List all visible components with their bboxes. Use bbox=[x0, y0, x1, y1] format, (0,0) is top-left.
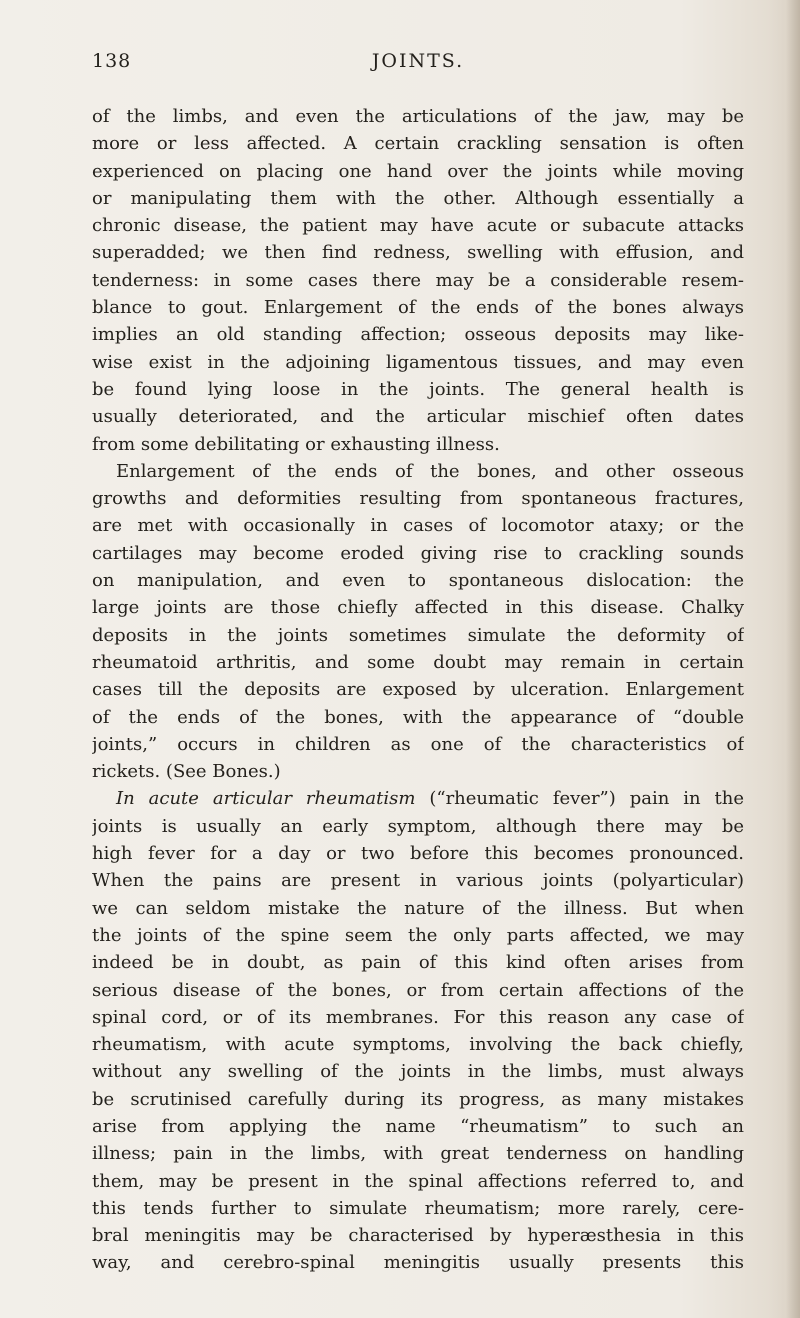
text-line: arise from applying the name “rheumatism” to such an bbox=[92, 1115, 744, 1137]
text-line: are met with occasionally in cases of locomotor ataxy; or the bbox=[92, 515, 744, 537]
text-line: the joints of the spine seem the only parts affected, we may bbox=[92, 924, 744, 946]
italic-phrase: In acute articular rheumatism bbox=[116, 788, 416, 810]
text-line: rheumatoid arthritis, and some doubt may remain in certain bbox=[92, 651, 744, 673]
page-header bbox=[92, 50, 744, 80]
text-line: serious disease of the bones, or from certain affections of the bbox=[92, 979, 744, 1001]
text-line: implies an old standing affection; osseous deposits may like- bbox=[92, 324, 744, 346]
text-line: way, and cerebro-spinal meningitis usually presents this bbox=[92, 1252, 744, 1274]
text-line: of the limbs, and even the articulations of the jaw, may be bbox=[92, 106, 744, 127]
text-line: be scrutinised carefully during its progress, as many mistakes bbox=[92, 1088, 744, 1110]
text-line: them, may be present in the spinal affections referred to, and bbox=[92, 1170, 744, 1192]
text-line: experienced on placing one hand over the joints while moving bbox=[92, 160, 744, 182]
text-line: of the ends of the bones, with the appearance of “double bbox=[92, 706, 744, 728]
text-line: wise exist in the adjoining ligamentous tissues, and may even bbox=[92, 351, 744, 373]
text-line: rickets. (See Bones.) bbox=[92, 761, 281, 783]
text-line: rheumatism, with acute symptoms, involving the back chiefly, bbox=[92, 1034, 744, 1056]
page-number: 138 bbox=[92, 50, 132, 72]
text-line: deposits in the joints sometimes simulate the deformity of bbox=[92, 624, 744, 646]
text-line: be found lying loose in the joints. The general health is bbox=[92, 378, 744, 400]
text-line: Enlargement of the ends of the bones, and other osseous bbox=[116, 460, 744, 482]
text-line: this tends further to simulate rheumatism; more rarely, cere- bbox=[92, 1197, 744, 1219]
text-line: cases till the deposits are exposed by ulceration. Enlargement bbox=[92, 679, 744, 701]
text-line: from some debilitating or exhausting illness. bbox=[92, 433, 500, 455]
text-line: without any swelling of the joints in the limbs, must always bbox=[92, 1061, 744, 1083]
text-line: superadded; we then find redness, swelling with effusion, and bbox=[92, 242, 744, 264]
text-line-mixed bbox=[92, 785, 744, 812]
text-line: on manipulation, and even to spontaneous dislocation: the bbox=[92, 570, 744, 592]
text-line: we can seldom mistake the nature of the illness. But when bbox=[92, 897, 744, 919]
text-line: large joints are those chiefly affected in this disease. Chalky bbox=[92, 597, 744, 619]
line-continuation: (“rheumatic fever”) pain in the bbox=[415, 788, 744, 810]
text-line: When the pains are present in various joints (polyarticular) bbox=[92, 870, 744, 892]
text-line: growths and deformities resulting from spontaneous fractures, bbox=[92, 488, 744, 510]
text-line: high fever for a day or two before this becomes pronounced. bbox=[92, 843, 744, 865]
running-head: JOINTS. bbox=[371, 50, 465, 72]
text-line: chronic disease, the patient may have acute or subacute attacks bbox=[92, 215, 744, 237]
text-line: or manipulating them with the other. Although essentially a bbox=[92, 187, 744, 209]
text-line: cartilages may become eroded giving rise to crackling sounds bbox=[92, 542, 744, 564]
text-line: illness; pain in the limbs, with great tenderness on handling bbox=[92, 1143, 744, 1165]
text-line: joints is usually an early symptom, although there may be bbox=[92, 815, 744, 837]
text-line: tenderness: in some cases there may be a considerable resem- bbox=[92, 269, 744, 291]
body-text bbox=[92, 103, 744, 1277]
page-edge-shadow bbox=[786, 0, 800, 1318]
text-line: spinal cord, or of its membranes. For this reason any case of bbox=[92, 1006, 744, 1028]
text-line: bral meningitis may be characterised by hyperæsthesia in this bbox=[92, 1225, 744, 1247]
text-line: indeed be in doubt, as pain of this kind often arises from bbox=[92, 952, 744, 974]
text-line: blance to gout. Enlargement of the ends of the bones always bbox=[92, 297, 744, 319]
text-line: joints,” occurs in children as one of the characteristics of bbox=[92, 733, 744, 755]
text-line: usually deteriorated, and the articular mischief often dates bbox=[92, 406, 744, 428]
text-line: more or less affected. A certain crackling sensation is often bbox=[92, 133, 744, 155]
